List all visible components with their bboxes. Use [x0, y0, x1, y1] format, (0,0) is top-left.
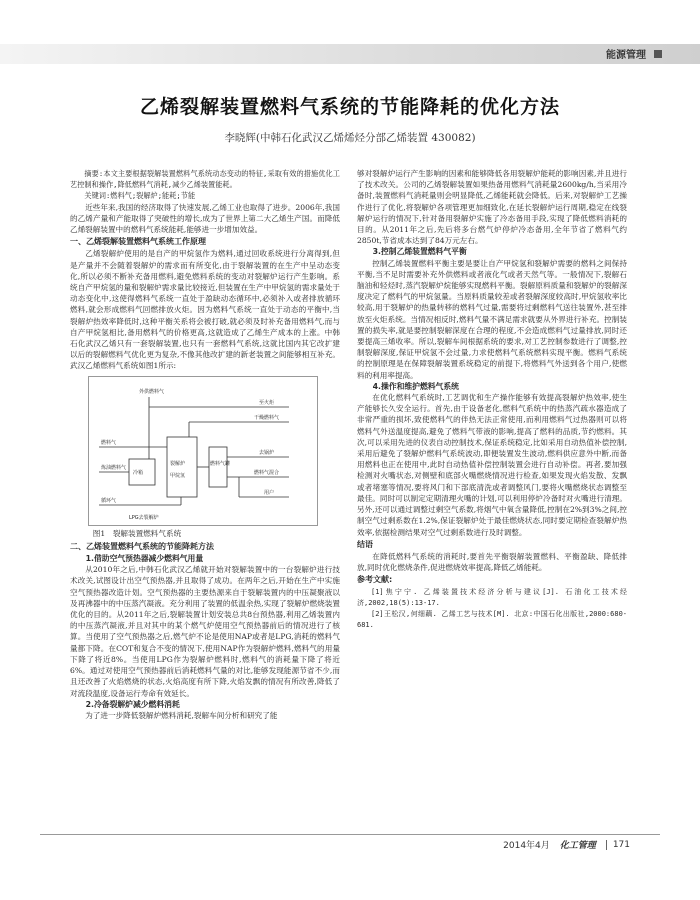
section-2-3-paragraph: 控制乙烯装置燃料平衡主要是要让自产甲烷氢和裂解炉需要的燃料之间保持平衡,当不足时需要补充外供燃料或者液化气或者天然气等。一般情况下,裂解石脑油和轻烃时,蒸汽裂解炉烷能够实现燃料平衡。裂解原料质量和裂解炉的裂解深度决定了燃料气的甲烷氢量。当原料质量较差或者裂解深度较高时,甲烷氢收率比较高,用于裂解炉的热量转移的燃料气过量,需要将过剩燃料气送往装置外,甚至排放至火炬系统。当情况相反时,燃料气量不满足需求就要从外界进行补充。控制装置的损失率,就是要控制裂解深度在合理的程度,不会造成燃料气过量排放,同时还要提高三烯收率。所以,裂解车间根据系统的要求,对工艺控制参数进行了调整,控制裂解深度,保证甲烷氢不会过量,力求使燃料气系统燃料实现平衡。燃料气系统的控制原理是在保障裂解装置系统稳定的前提下,将燃料气外送到各个用户,使燃料的利用率提高。 [357, 258, 627, 380]
keywords: 关键词:燃料气;裂解炉;能耗;节能 [84, 191, 196, 201]
label-alkylation: 外供燃料气 [139, 388, 165, 395]
figure-caption: 图1 裂解装置燃料气系统 [92, 528, 182, 538]
section-2-3-heading: 3.控制乙烯装置燃料气平衡 [372, 247, 467, 257]
section-label: 能源管理 [606, 50, 646, 61]
label-recycle: 循环气 [101, 497, 117, 504]
label-dry-gas: 干燥燃料气 [254, 414, 280, 421]
section-1-heading: 一、乙烯裂解装置燃料气系统工作原理 [70, 237, 206, 247]
label-drum: 燃料气罐 [210, 460, 231, 467]
page-footer [503, 838, 630, 851]
intro-paragraph: 近些年来,我国的经济取得了快速发展,乙烯工业也取得了进步。2006年,我国的乙烯产量和产能取得了突破性的增长,成为了世界上第二大乙烯生产国。而降低乙烯裂解装置中的燃料气系统能耗,能够进一步增加效益。 [70, 202, 340, 235]
abstract: 摘要:本文主要根据裂解装置燃料气系统动态变动的特征,采取有效的措施优化工艺控制和操作,降低燃料气消耗,减少乙烯装置能耗。 [70, 169, 340, 190]
article-title: 乙烯裂解装置燃料气系统的节能降耗的优化方法 [139, 96, 560, 118]
section-2-1-paragraph: 从2010年之后,中韩石化武汉乙烯就开始对裂解装置中的一台裂解炉进行技术改关,试图设计出空气预热器,并且取得了成功。在两年之后,开始在生产中实施空气预热器改造计划。空气预热器的主要热源来自于裂解装置内的中压凝聚液以及再沸器中的中压蒸汽凝液。充分利用了装置的低温余热,实现了裂解炉燃烧装置优化的目的。从2011年之后,裂解装置计划安装总共8台预热器,利用乙烯装置内的中压蒸汽凝液,并且对其中的某个燃气炉使用空气预热器前后的情况进行了核算。当使用了空气预热器之后,燃气炉不论是使用NAP或者是LPG,消耗的燃料气量都下降。在COT和复合不变的情况下,使用NAP作为裂解炉燃料,燃料气的用量下降了将近8%。当使用LPG作为裂解炉燃料时,燃料气的消耗量下降了将近6%。通过对使用空气预热器前后消耗燃料气量的对比,能够发现能源节省不少,而且还改善了火焰燃烧的状态,火焰高度有所下降,火焰发飘的情况有所改善,降低了对流段温度,设备运行寿命有效延长。 [70, 565, 340, 698]
section-marker [654, 50, 662, 58]
section-2-4-heading: 4.操作和维护燃料气系统 [372, 381, 459, 391]
label-refinery: 炼油燃料气 [101, 464, 127, 471]
reference-1: [1]焦宁宁. 乙烯装置技术经济分析与建议[J]. 石油化工技术经济,2002,18(5):13-17. [357, 587, 627, 607]
header-band [0, 44, 700, 64]
label-lpg: LPG去裂解炉 [129, 514, 159, 521]
section-1-paragraph: 乙烯裂解炉使用的是自产的甲烷氢作为燃料,通过回收系统进行分离得到,但是产量并不会随着裂解炉的需求而有所变化,由于裂解装置的在生产中呈动态变化,所以必须不断补充备用燃料,避免燃料系统的变动对裂解炉运行产生影响。系统自产甲烷氢的量和裂解炉需求量比较接近,但装置在生产中甲烷氢的需求量处于动态变化中,这使得燃料气系统一直处于盈缺动态循环中,必须补入或者排放循环燃料,就会形成燃料气回燃排放火炬。因为燃料气系统一直处于动态的平衡中,当裂解炉热效率降低时,这种平衡关系将会被打破,就必须及时补充备用燃料气,而与自产甲烷氢相比,备用燃料气的价格更高,这就造成了乙烯生产成本的上涨。中韩石化武汉乙烯只有一套裂解装置,也只有一套燃料气系统,这就比国内其它改扩建以后的裂解燃料气优化更为复杂,不像其他改扩建的新老装置之间能够相互补充。武汉乙烯燃料气系统如图1所示: [70, 249, 340, 371]
label-cold-box: 冷箱 [133, 469, 144, 476]
conclusion-paragraph: 在降低燃料气系统的消耗时,要首先平衡裂解装置燃料、平衡盈缺、降低排放,同时优化燃烧条件,促进燃烧效率提高,降低乙烯能耗。 [357, 551, 627, 573]
author-line: 李晓辉(中韩石化武汉乙烯烯烃分部乙烯装置 430082) [224, 132, 476, 144]
label-fuel-gas: 燃料气 [101, 439, 117, 446]
label-to-boiler: 去锅炉 [259, 449, 275, 456]
label-torch: 至火炬 [259, 399, 275, 406]
label-fuel-mixer: 燃料气混合 [254, 469, 280, 476]
label-users: 用户 [264, 489, 275, 496]
references-heading: 参考文献: [357, 575, 393, 585]
label-cracking-furnace: 裂解炉 [170, 460, 186, 467]
continued-paragraph: 够对裂解炉运行产生影响的因素和能够降低各用裂解炉能耗的影响因素,并且进行了技术改关。公司的乙烯裂解装置如果热备用燃料气消耗量2600kg/h,当采用冷备时,装置燃料气消耗量则会明显降低,乙烯能耗就会降低。后来,对裂解炉工艺操作进行了优化,将裂解炉各项管理更加细致化,在延长裂解炉运行周期,稳定在线裂解炉运行的情况下,针对备用裂解炉实施了冷态备用手段,实现了降低燃料消耗的目的。从2011年之后,先后将多台燃气炉停炉冷态备用,全年节省了燃料气约2850t,节省成本达到了84万元左右。 [357, 169, 627, 246]
fuel-gas-drum-box [209, 447, 227, 487]
left-column [70, 168, 340, 721]
fuel-gas-system-diagram [89, 377, 319, 527]
section-2-4-paragraph: 在优化燃料气系统时,工艺调优和生产操作能够有效提高裂解炉热效率,使生产能够长久安全运行。首先,由于设备老化,燃料气系统中的热蒸汽疏水器造成了非常严重的损坏,致使燃料气的伴热无法正常使用,而利用燃料气过热器则可以将燃料气外送温度提高,避免了燃料气带液的影响,提高了燃料的品质,节约燃料。其次,可以采用先进的仪表自动控制技术,保证系统稳定,比如采用自动热值补偿控制,采用后避免了裂解炉燃料气系统波动,即便装置发生波动,燃料供应意外中断,而备用燃料也正在使用中,此时自动热值补偿控制装置会进行自动补偿。再者,要加强检测对火嘴状态,对侧壁和底部火嘴燃烧情况进行检查,如果发现火焰发散、发飘或者堵塞等情况,要将风门和下部底清洗或者调整风门,要将火嘴燃烧状态调整至最佳。同时可以制定定期清理火嘴的计划,可以利用停炉冷备时对火嘴进行清理。另外,还可以通过调整过剩空气系数,将烟气中氧含量降低,控制在2%到3%之间,控制空气过剩系数在1.2%,保证裂解炉处于最佳燃烧状态,同时要定期检查裂解炉热效率,依据检测结果对空气过剩系数进行及时调整。 [357, 393, 627, 537]
section-2-2-heading: 2.冷备裂解炉减少燃料消耗 [85, 699, 180, 709]
conclusion-heading: 结语 [357, 539, 373, 549]
footer-rule [40, 834, 660, 835]
page-number: 171 [606, 840, 630, 850]
figure-1 [88, 376, 318, 526]
label-ch4-h2: 甲烷氢 [170, 472, 186, 479]
section-2-2-paragraph: 为了进一步降低裂解炉燃料消耗,裂解车间分析和研究了能 [85, 710, 278, 720]
cracking-furnace-box [167, 437, 197, 497]
section-2-heading: 二、乙烯装置燃料气系统的节能降耗方法 [70, 541, 214, 551]
journal-name: 化工管理 [559, 841, 596, 851]
reference-2: [2]王松汉,何细藕. 乙烯工艺与技术[M]. 北京:中国石化出版社,2000:680-681. [357, 609, 627, 629]
issue-date: 2014年4月 [503, 841, 550, 851]
section-2-1-heading: 1.借助空气预热器减少燃料气用量 [85, 554, 204, 564]
right-column [357, 168, 627, 631]
